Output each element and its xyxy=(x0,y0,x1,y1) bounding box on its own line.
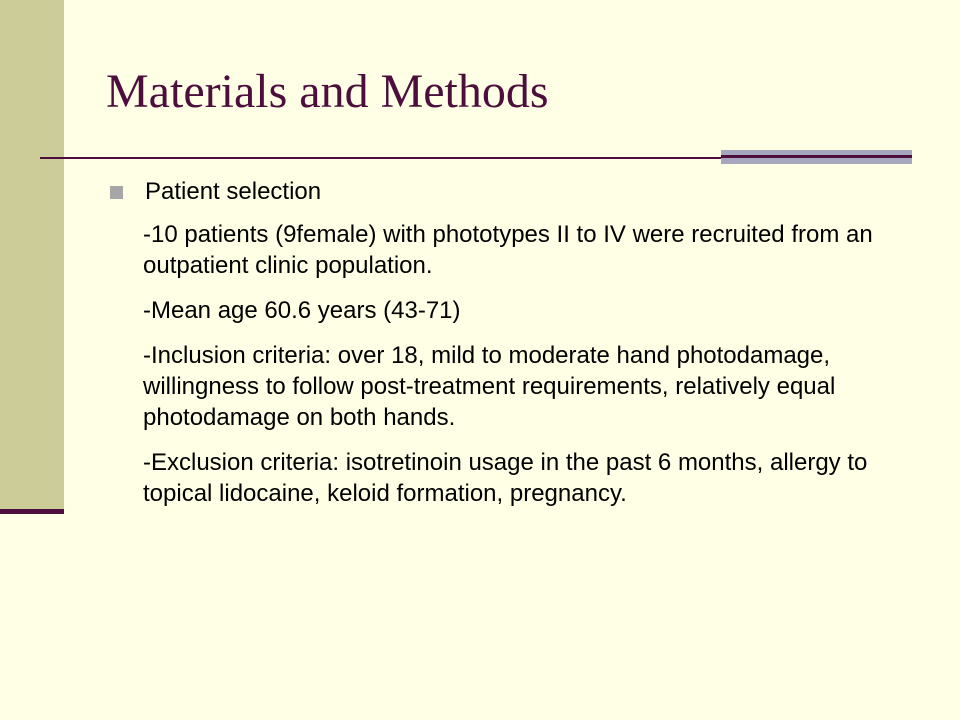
slide-content xyxy=(110,176,900,523)
paragraph-mean-age: -Mean age 60.6 years (43-71) xyxy=(143,297,461,324)
paragraph-exclusion-criteria: -Exclusion criteria: isotretinoin usage in the past 6 months, allergy to topical lidocaine, keloid formation, pregnancy. xyxy=(143,449,868,507)
title-divider-accent-line xyxy=(721,155,912,158)
paragraph-inclusion-criteria: -Inclusion criteria: over 18, mild to moderate hand photodamage, willingness to follow post-treatment requirements, relatively equal photodamage on both hands. xyxy=(143,342,836,431)
square-bullet-icon xyxy=(110,186,123,199)
bullet-item xyxy=(110,176,900,207)
paragraph-patients: -10 patients (9female) with phototypes II to IV were recruited from an outpatient clinic population. xyxy=(143,221,873,279)
left-bar-underline xyxy=(0,509,64,514)
left-decorative-bar xyxy=(0,0,64,512)
slide-title: Materials and Methods xyxy=(106,65,549,118)
bullet-text: Patient selection xyxy=(145,178,322,205)
